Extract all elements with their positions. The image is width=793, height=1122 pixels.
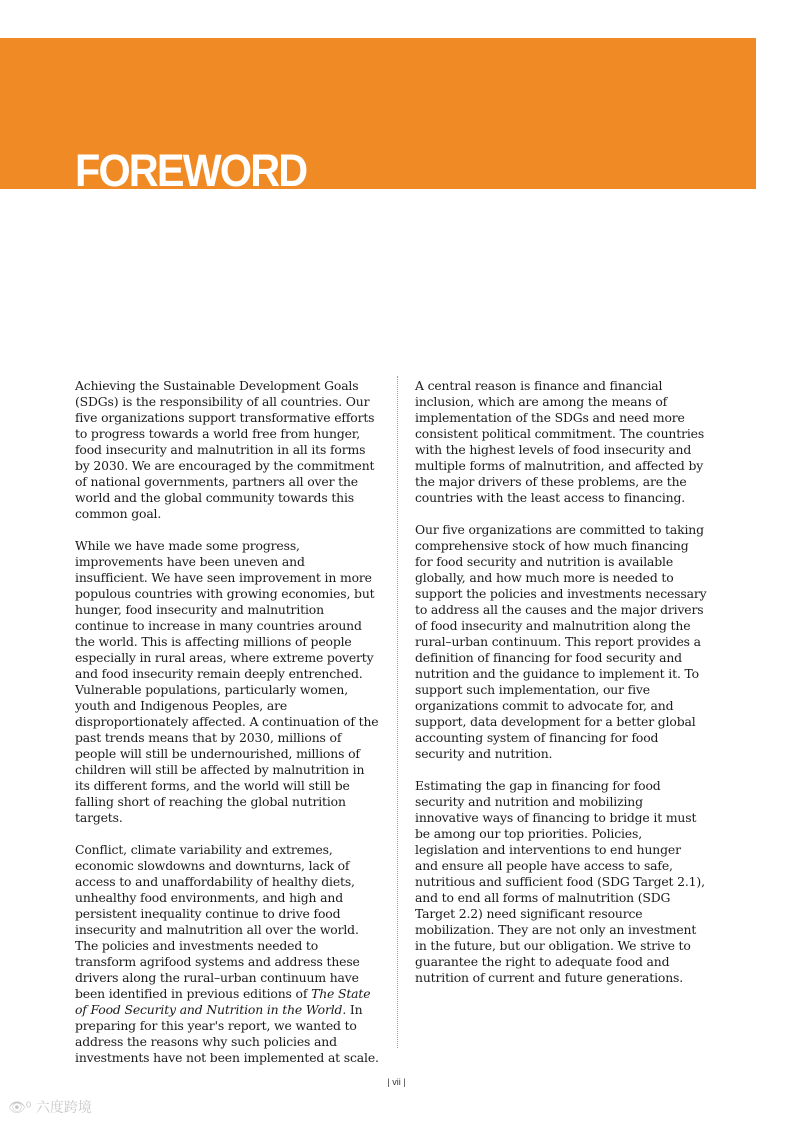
left-column bbox=[75, 378, 380, 1082]
page-number: | vii | bbox=[387, 1077, 406, 1087]
paragraph-text: Conflict, climate variability and extremes, economic slowdowns and downturns, lack of access to and unaffordability of healthy diets, unhealthy food environments, and high and persistent inequality continue to drive food insecurity and malnutrition all over the world. The policies and investments needed to transform agrifood systems and address these drivers along the rural–urban continuum have been identified in previous editions of bbox=[75, 842, 360, 1001]
paragraph: While we have made some progress, improvements have been uneven and insufficient. We have seen improvement in more populous countries with growing economies, but hunger, food insecurity and malnutrition continue to increase in many countries around the world. This is affecting millions of people especially in rural areas, where extreme poverty and food insecurity remain deeply entrenched. Vulnerable populations, particularly women, youth and Indigenous Peoples, are disproportionately affected. A continuation of the past trends means that by 2030, millions of people will still be undernourished, millions of children will still be affected by malnutrition in its different forms, and the world will still be falling short of reaching the global nutrition targets. bbox=[75, 538, 379, 825]
report-title-citation: The State of Food Security and Nutrition in the World bbox=[75, 986, 371, 1017]
paragraph bbox=[75, 842, 380, 1066]
page-title: FOREWORD bbox=[75, 145, 307, 189]
paragraph: Our five organizations are committed to taking comprehensive stock of how much financing for food security and nutrition is available globally, and how much more is needed to support the policies and investments necessary to address all the causes and the major drivers of food insecurity and malnutrition along the rural–urban continuum. This report provides a definition of financing for food security and nutrition and the guidance to implement it. To support such implementation, our five organizations commit to advocate for, and support, data development for a better global accounting system of financing for food security and nutrition. bbox=[415, 522, 707, 761]
paragraph-text: . In preparing for this year's report, we wanted to address the reasons why such policies and investments have not been implemented at scale. bbox=[75, 1002, 379, 1065]
paragraph: A central reason is finance and financial inclusion, which are among the means of implementation of the SDGs and need more consistent political commitment. The countries with the highest levels of food insecurity and multiple forms of malnutrition, and affected by the major drivers of these problems, are the countries with the least access to financing. bbox=[415, 378, 705, 505]
right-column bbox=[415, 378, 707, 1002]
watermark: 👁⁰ 六度跨境 bbox=[8, 1100, 92, 1116]
paragraph: Estimating the gap in financing for food security and nutrition and mobilizing innovative ways of financing to bridge it must be among our top priorities. Policies, legislation and interventions to end hunger and ensure all people have access to safe, nutritious and sufficient food (SDG Target 2.1), and to end all forms of malnutrition (SDG Target 2.2) need significant resource mobilization. They are not only an investment in the future, but our obligation. We strive to guarantee the right to adequate food and nutrition of current and future generations. bbox=[415, 778, 705, 985]
column-divider bbox=[397, 376, 398, 1048]
paragraph: Achieving the Sustainable Development Goals (SDGs) is the responsibility of all countries. Our five organizations support transformative efforts to progress towards a world free from hunger, food insecurity and malnutrition in all its forms by 2030. We are encouraged by the commitment of national governments, partners all over the world and the global community towards this common goal. bbox=[75, 378, 375, 521]
header-banner bbox=[0, 38, 756, 189]
